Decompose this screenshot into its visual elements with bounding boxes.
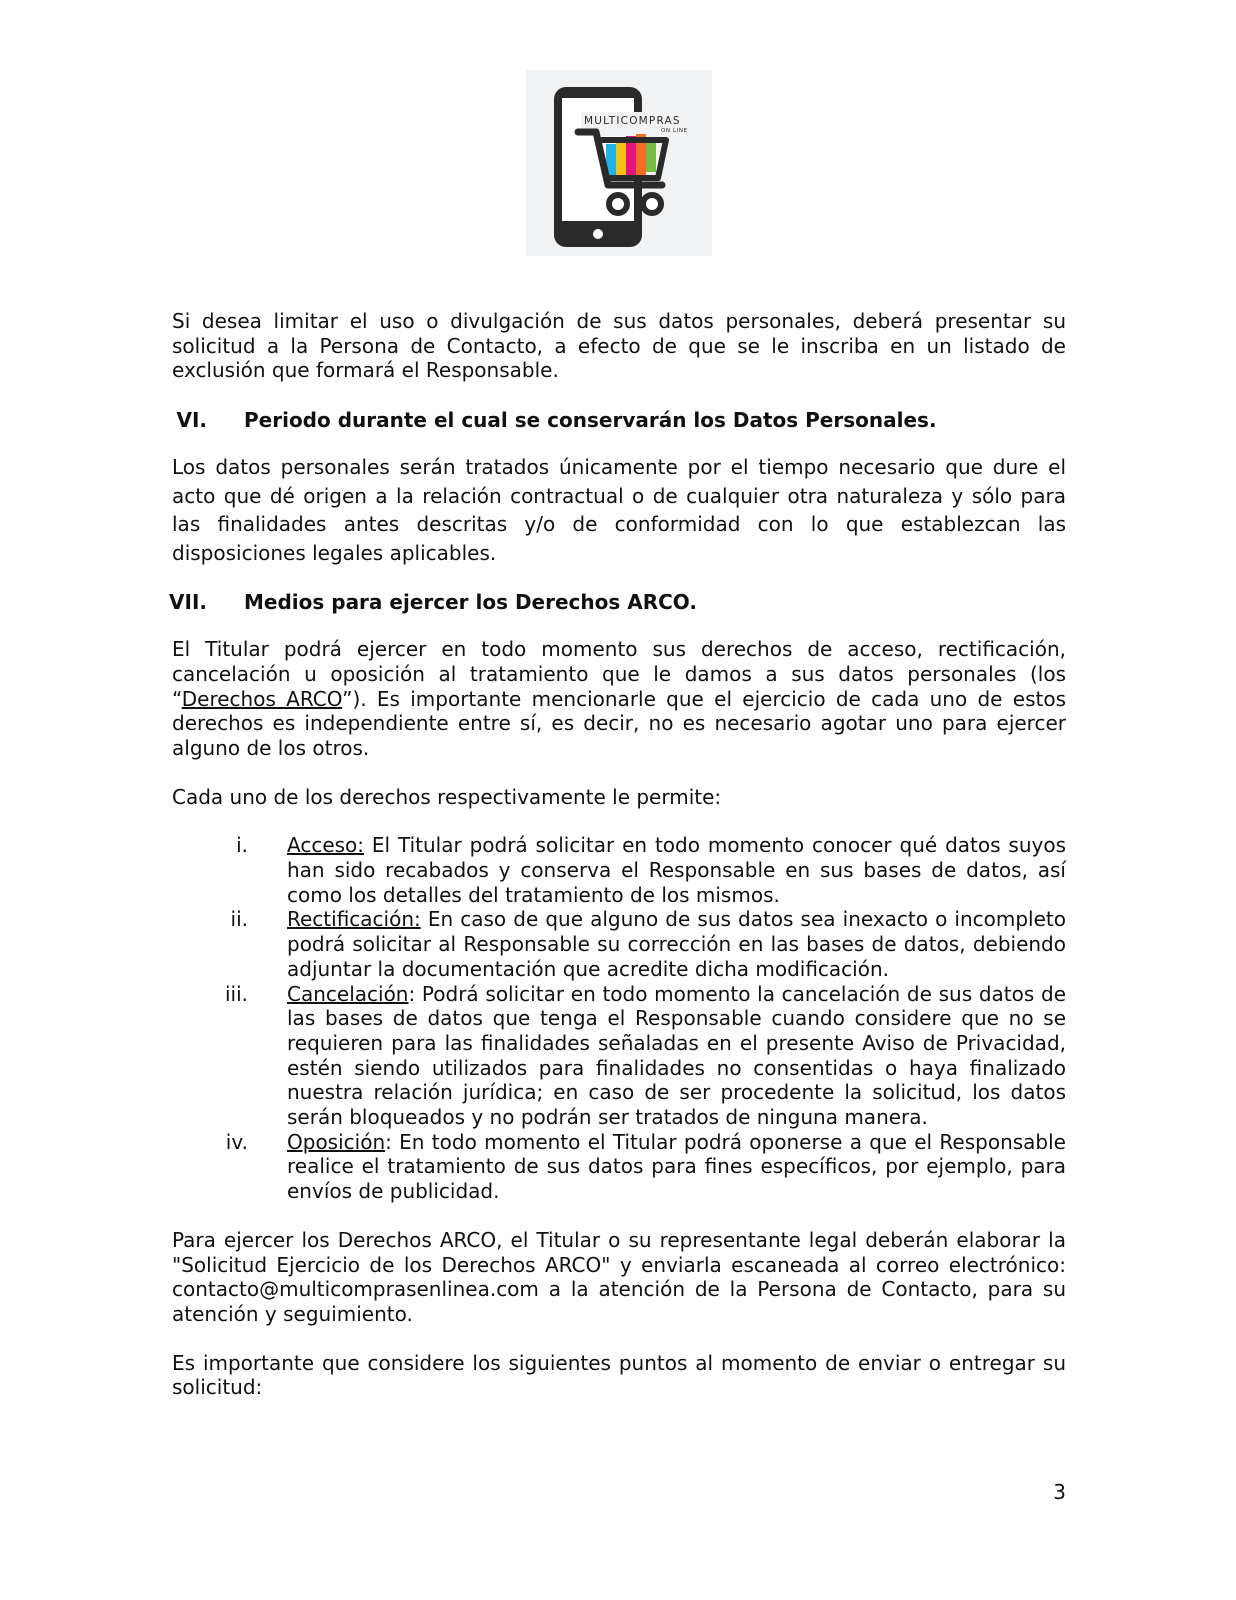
section-title: Periodo durante el cual se conservarán los Datos Personales. — [244, 408, 937, 433]
list-item — [172, 907, 1066, 981]
right-term: Rectificación: — [287, 907, 421, 932]
arco-text-before: El Titular podrá ejercer en todo momento sus derechos de acceso, rectificación, cancelación u oposición al tratamiento que le damos a sus datos personales (los “ — [172, 637, 1066, 711]
right-description: : En todo momento el Titular podrá oponerse a que el Responsable realice el tratamiento de sus datos para fines específicos, por ejemplo, para envíos de publicidad. — [287, 1129, 1066, 1204]
company-logo — [526, 70, 712, 256]
right-term: Cancelación — [287, 981, 409, 1006]
logo-tagline-text: ON LINE — [661, 128, 688, 134]
list-item-text — [287, 907, 1066, 981]
section-heading-vii — [169, 589, 1066, 615]
right-description: El Titular podrá solicitar en todo momento conocer qué datos suyos han sido recabados y conserva el Responsable en sus bases de datos, así como los detalles del tratamiento de los mismos. — [287, 833, 1066, 907]
section-heading-vi — [172, 407, 1066, 433]
paragraph-rights-intro: Cada uno de los derechos respectivamente le permite: — [172, 784, 722, 809]
list-item-text — [287, 833, 1066, 907]
list-numeral: i. — [236, 833, 248, 858]
paragraph-consider: Es importante que considere los siguientes puntos al momento de enviar o entregar su solicitud: — [172, 1350, 1066, 1400]
paragraph-exercise: Para ejercer los Derechos ARCO, el Titular o su representante legal deberán elaborar la "Solicitud Ejercicio de los Derechos ARCO" y enviarla escaneada al correo electrónico: contacto@multicomprasenlinea.com a la atención de la Persona de Contacto, para su atención y seguimiento. — [172, 1227, 1066, 1326]
right-description: : Podrá solicitar en todo momento la cancelación de sus datos de las bases de datos que tenga el Responsable cuando considere que no se requieren para las finalidades señaladas en el presente Aviso de Privacidad, estén siendo utilizados para finalidades no consentidas o haya finalizado nuestra relación jurídica; en caso de ser procedente la solicitud, los datos serán bloqueados y no podrán ser tratados de ninguna manera. — [287, 981, 1066, 1130]
list-numeral: ii. — [230, 907, 248, 932]
right-description: En caso de que alguno de sus datos sea inexacto o incompleto podrá solicitar al Responsable su corrección en las bases de datos, debiendo adjuntar la documentación que acredite dicha modificación. — [287, 907, 1066, 981]
page-number: 3 — [1053, 1480, 1066, 1504]
paragraph-arco — [172, 637, 1066, 761]
right-term: Oposición — [287, 1129, 386, 1154]
section-number: VII. — [169, 590, 207, 615]
section-number: VI. — [176, 408, 207, 433]
list-item — [172, 1130, 1066, 1204]
paragraph-intro: Si desea limitar el uso o divulgación de sus datos personales, deberá presentar su solicitud a la Persona de Contacto, a efecto de que se le inscriba en un listado de exclusión que formará el Responsable. — [172, 309, 1066, 383]
list-numeral: iii. — [224, 981, 248, 1006]
list-item-text — [287, 982, 1066, 1130]
section-title: Medios para ejercer los Derechos ARCO. — [244, 590, 697, 615]
rights-list — [172, 833, 1066, 1204]
arco-term: Derechos ARCO — [181, 686, 343, 711]
list-item — [172, 982, 1066, 1130]
list-numeral: iv. — [225, 1129, 248, 1154]
arco-text-after: ”). Es importante mencionarle que el ejercicio de cada uno de estos derechos es independiente entre sí, es decir, no es necesario agotar uno para ejercer alguno de los otros. — [172, 686, 1066, 760]
document-body — [169, 309, 1066, 1400]
list-item — [172, 833, 1066, 907]
paragraph-retention: Los datos personales serán tratados únicamente por el tiempo necesario que dure el acto que dé origen a la relación contractual o de cualquier otra naturaleza y sólo para las finalidades antes descritas y/o de conformidad con lo que establezcan las disposiciones legales aplicables. — [172, 455, 1066, 565]
phone-cart-logo-icon — [526, 70, 712, 256]
list-item-text — [287, 1130, 1066, 1204]
logo-brand-text: MULTICOMPRAS — [584, 115, 681, 127]
right-term: Acceso: — [287, 833, 365, 858]
